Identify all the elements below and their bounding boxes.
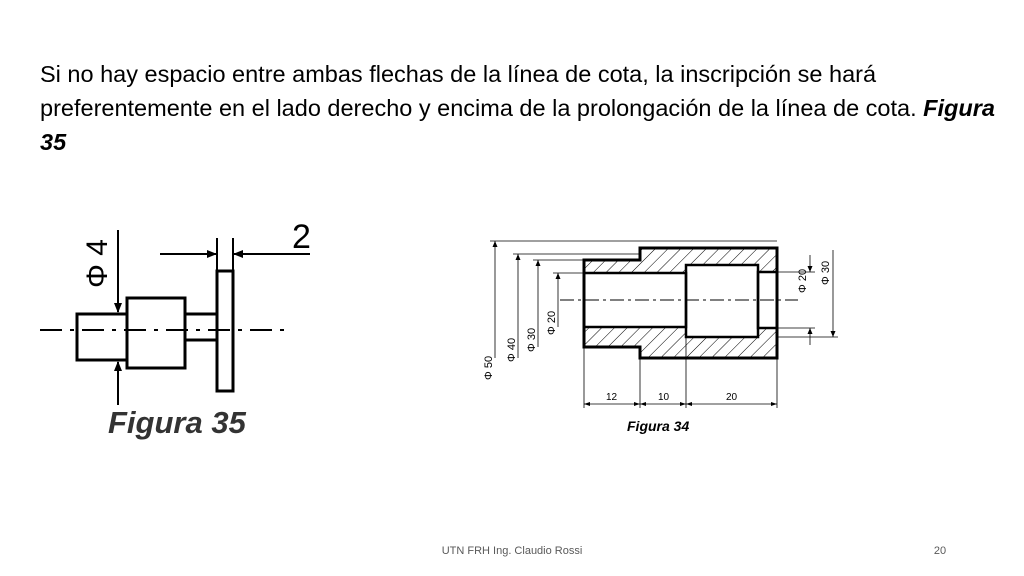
width-label: 2 xyxy=(292,218,311,256)
body-paragraph: Si no hay espacio entre ambas flechas de la línea de cota, la inscripción se hará preferentemente en el lado derecho y encima de la prolongación de la línea de cota. xyxy=(40,61,917,121)
dim-bottom-10: 10 xyxy=(658,392,670,403)
shaft-body xyxy=(127,298,185,368)
dim-left-diameter-50: Φ 50 xyxy=(483,355,495,380)
slide-body-text xyxy=(40,57,998,159)
dim-bottom-20: 20 xyxy=(726,392,738,403)
dim-right-diameter-30: Φ 30 xyxy=(820,260,832,285)
shaft-neck xyxy=(185,314,217,340)
dim-left-diameter-20: Φ 20 xyxy=(546,310,558,335)
figure-35-diagram xyxy=(30,210,330,450)
dim-right-diameter-20: Φ 20 xyxy=(797,268,809,293)
bore-large xyxy=(686,265,758,337)
dim-left-diameter-40: Φ 40 xyxy=(506,337,518,362)
figure-34-diagram xyxy=(470,230,850,445)
figure-35-caption: Figura 35 xyxy=(108,405,246,440)
diameter-label: Φ 4 xyxy=(81,239,114,288)
shaft-left xyxy=(77,314,127,360)
dim-bottom-12: 12 xyxy=(606,392,618,403)
figure-reference: Figura 35 xyxy=(40,95,995,155)
footer-author: UTN FRH Ing. Claudio Rossi xyxy=(441,545,583,557)
page-number: 20 xyxy=(933,545,947,557)
figure-34-caption: Figura 34 xyxy=(627,418,690,434)
section-hatching-bottom xyxy=(584,327,777,358)
dim-left-diameter-30: Φ 30 xyxy=(526,327,538,352)
